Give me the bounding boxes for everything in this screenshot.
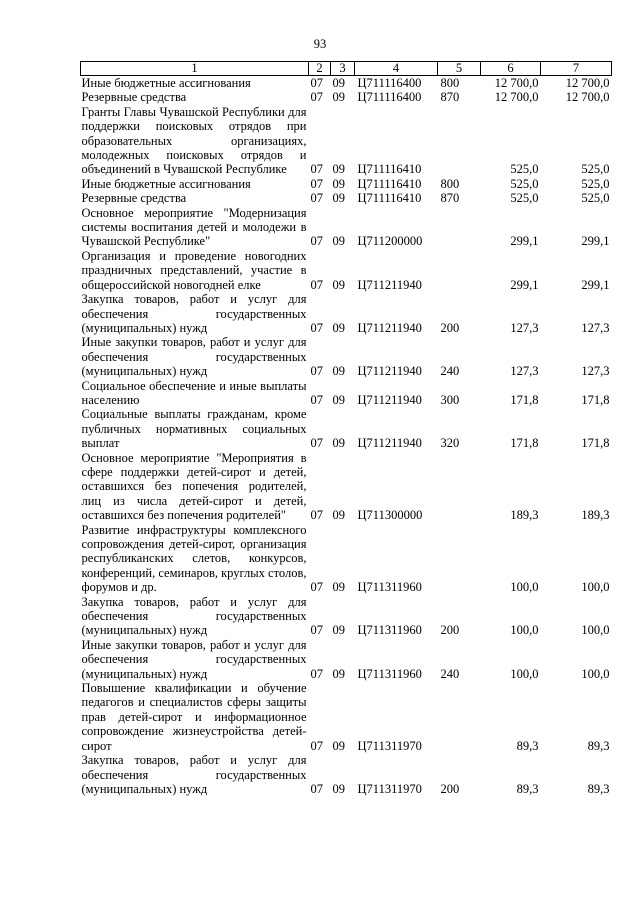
- row-amount-col7-cell: 12 700,0: [565, 90, 610, 105]
- header-col-1: 1: [81, 62, 309, 76]
- row-target-article-cell: Ц711311960: [357, 623, 422, 638]
- row-subsection-cell: 09: [332, 277, 345, 292]
- row-section-cell: 07: [310, 781, 323, 796]
- table-header: [81, 62, 612, 76]
- row-amount-col7-cell: 189,3: [581, 508, 610, 523]
- row-subsection-cell: 09: [332, 508, 345, 523]
- row-expense-type-cell: 800: [440, 176, 460, 191]
- row-amount-col7-cell: 127,3: [581, 364, 610, 379]
- page-number: 93: [313, 37, 327, 51]
- table-row: [81, 638, 612, 681]
- row-amount-col7-cell: 525,0: [581, 162, 610, 177]
- row-amount-col6-cell: 525,0: [510, 176, 539, 191]
- row-target-article-cell: Ц711311970: [357, 781, 422, 796]
- row-amount-col6-cell: 100,0: [510, 666, 539, 681]
- row-amount-col6-cell: 100,0: [510, 623, 539, 638]
- row-amount-col6-cell: 299,1: [510, 234, 539, 249]
- row-section-cell: 07: [310, 76, 323, 90]
- row-expense-type-cell: 800: [440, 76, 460, 90]
- row-amount-col6-cell: 171,8: [510, 392, 539, 407]
- row-target-article-cell: Ц711311970: [357, 738, 422, 753]
- row-target-article-cell: Ц711116410: [357, 191, 422, 206]
- row-amount-col7-cell: 12 700,0: [565, 76, 610, 90]
- row-expense-type-cell: [438, 523, 481, 595]
- row-subsection-cell: 09: [332, 436, 345, 451]
- row-expense-type-cell: 240: [440, 364, 460, 379]
- row-amount-col6-cell: 127,3: [510, 320, 539, 335]
- table-row: [81, 379, 612, 408]
- row-target-article-cell: Ц711211940: [357, 364, 422, 379]
- row-target-article-cell: Ц711116400: [357, 76, 422, 90]
- row-amount-col6-cell: 189,3: [510, 508, 539, 523]
- row-amount-col7-cell: 171,8: [581, 436, 610, 451]
- row-name-cell: Основное мероприятие "Модернизация системы воспитания детей и молодежи в Чувашской Республике": [81, 205, 307, 249]
- table-row: [81, 292, 612, 335]
- row-expense-type-cell: 320: [440, 436, 460, 451]
- row-amount-col7-cell: 127,3: [581, 320, 610, 335]
- row-amount-col7-cell: 171,8: [581, 392, 610, 407]
- table-row: [81, 407, 612, 450]
- header-col-5: 5: [438, 62, 481, 76]
- row-target-article-cell: Ц711211940: [357, 320, 422, 335]
- row-expense-type-cell: [438, 206, 481, 249]
- table-row: [81, 191, 612, 205]
- row-subsection-cell: 09: [332, 76, 345, 90]
- row-section-cell: 07: [310, 508, 323, 523]
- row-name-cell: Иные бюджетные ассигнования: [81, 76, 251, 90]
- table-row: [81, 206, 612, 249]
- table-row: [81, 177, 612, 191]
- row-expense-type-cell: 870: [440, 90, 460, 105]
- row-expense-type-cell: [438, 249, 481, 292]
- row-target-article-cell: Ц711311960: [357, 580, 422, 595]
- row-name-cell: Закупка товаров, работ и услуг для обеспечения государственных (муниципальных) нужд: [81, 753, 307, 796]
- row-amount-col6-cell: 525,0: [510, 162, 539, 177]
- row-amount-col7-cell: 89,3: [587, 738, 610, 753]
- row-section-cell: 07: [310, 738, 323, 753]
- row-amount-col7-cell: 100,0: [581, 623, 610, 638]
- row-expense-type-cell: 300: [440, 392, 460, 407]
- row-section-cell: 07: [310, 364, 323, 379]
- row-amount-col7-cell: 100,0: [581, 666, 610, 681]
- row-expense-type-cell: [438, 105, 481, 177]
- row-amount-col6-cell: 12 700,0: [494, 90, 539, 105]
- table-row: [81, 76, 612, 91]
- budget-table: [80, 61, 612, 796]
- row-expense-type-cell: 200: [440, 781, 460, 796]
- row-name-cell: Закупка товаров, работ и услуг для обеспечения государственных (муниципальных) нужд: [81, 292, 307, 335]
- row-section-cell: 07: [310, 580, 323, 595]
- row-amount-col6-cell: 89,3: [516, 781, 539, 796]
- row-amount-col6-cell: 89,3: [516, 738, 539, 753]
- row-amount-col7-cell: 299,1: [581, 277, 610, 292]
- row-name-cell: Иные закупки товаров, работ и услуг для обеспечения государственных (муниципальных) нужд: [81, 637, 307, 681]
- row-target-article-cell: Ц711311960: [357, 666, 422, 681]
- row-subsection-cell: 09: [332, 580, 345, 595]
- header-col-7: 7: [541, 62, 612, 76]
- row-name-cell: Закупка товаров, работ и услуг для обеспечения государственных (муниципальных) нужд: [81, 594, 307, 638]
- row-target-article-cell: Ц711116410: [357, 162, 422, 177]
- row-amount-col6-cell: 525,0: [510, 191, 539, 206]
- row-section-cell: 07: [310, 320, 323, 335]
- row-expense-type-cell: 200: [440, 320, 460, 335]
- row-name-cell: Организация и проведение новогодних праздничных представлений, участие в общероссийской новогодней елке: [81, 248, 307, 292]
- row-target-article-cell: Ц711211940: [357, 436, 422, 451]
- row-expense-type-cell: 200: [440, 623, 460, 638]
- table-body: [81, 76, 612, 797]
- header-col-3: 3: [331, 62, 355, 76]
- row-amount-col6-cell: 171,8: [510, 436, 539, 451]
- row-name-cell: Иные бюджетные ассигнования: [81, 176, 251, 191]
- row-name-cell: Иные закупки товаров, работ и услуг для обеспечения государственных (муниципальных) нужд: [81, 335, 307, 379]
- row-section-cell: 07: [310, 191, 323, 206]
- row-amount-col7-cell: 299,1: [581, 234, 610, 249]
- row-section-cell: 07: [310, 392, 323, 407]
- row-expense-type-cell: [438, 681, 481, 753]
- row-subsection-cell: 09: [332, 392, 345, 407]
- table-row: [81, 595, 612, 638]
- row-target-article-cell: Ц711116400: [357, 90, 422, 105]
- row-name-cell: Повышение квалификации и обучение педагогов и специалистов сферы защиты прав детей-сирот и информационное сопровождение жизнеустройства детей-сирот: [81, 681, 307, 753]
- row-section-cell: 07: [310, 162, 323, 177]
- row-target-article-cell: Ц711211940: [357, 277, 422, 292]
- row-name-cell: Резервные средства: [81, 191, 187, 206]
- table-row: [81, 105, 612, 177]
- row-name-cell: Гранты Главы Чувашской Республики для поддержки поисковых отрядов при образовательных организациях, молодежных поисковых отрядов и объединений в Чувашской Республике: [81, 104, 307, 177]
- row-amount-col7-cell: 89,3: [587, 781, 610, 796]
- row-amount-col6-cell: 127,3: [510, 364, 539, 379]
- row-subsection-cell: 09: [332, 623, 345, 638]
- header-col-4: 4: [355, 62, 438, 76]
- row-amount-col7-cell: 100,0: [581, 580, 610, 595]
- row-target-article-cell: Ц711116410: [357, 176, 422, 191]
- row-section-cell: 07: [310, 90, 323, 105]
- table-row: [81, 249, 612, 292]
- row-amount-col7-cell: 525,0: [581, 176, 610, 191]
- row-section-cell: 07: [310, 436, 323, 451]
- row-target-article-cell: Ц711200000: [357, 234, 423, 249]
- header-col-6: 6: [481, 62, 541, 76]
- row-expense-type-cell: [438, 451, 481, 523]
- row-section-cell: 07: [310, 623, 323, 638]
- row-name-cell: Развитие инфраструктуры комплексного сопровождения детей-сирот, организация республиканских слетов, конкурсов, конференций, семинаров, круглых столов, форумов и др.: [81, 522, 307, 595]
- row-subsection-cell: 09: [332, 90, 345, 105]
- table-row: [81, 335, 612, 378]
- row-expense-type-cell: 240: [440, 666, 460, 681]
- row-section-cell: 07: [310, 176, 323, 191]
- row-subsection-cell: 09: [332, 191, 345, 206]
- row-name-cell: Основное мероприятие "Мероприятия в сфере поддержки детей-сирот и детей, оставшихся без попечения родителей, лиц из числа детей-сирот и детей, оставшихся без попечения родителей": [81, 450, 307, 523]
- row-amount-col6-cell: 100,0: [510, 580, 539, 595]
- row-subsection-cell: 09: [332, 176, 345, 191]
- row-subsection-cell: 09: [332, 234, 345, 249]
- row-subsection-cell: 09: [332, 781, 345, 796]
- row-subsection-cell: 09: [332, 162, 345, 177]
- row-name-cell: Резервные средства: [81, 90, 187, 105]
- row-subsection-cell: 09: [332, 364, 345, 379]
- row-subsection-cell: 09: [332, 738, 345, 753]
- row-target-article-cell: Ц711300000: [357, 508, 423, 523]
- table-row: [81, 753, 612, 796]
- row-amount-col6-cell: 12 700,0: [494, 76, 539, 90]
- row-subsection-cell: 09: [332, 320, 345, 335]
- row-target-article-cell: Ц711211940: [357, 392, 422, 407]
- table-row: [81, 681, 612, 753]
- table-row: [81, 451, 612, 523]
- row-name-cell: Социальные выплаты гражданам, кроме публичных нормативных социальных выплат: [81, 407, 307, 451]
- row-subsection-cell: 09: [332, 666, 345, 681]
- row-section-cell: 07: [310, 277, 323, 292]
- row-amount-col6-cell: 299,1: [510, 277, 539, 292]
- row-name-cell: Социальное обеспечение и иные выплаты населению: [81, 378, 307, 407]
- row-section-cell: 07: [310, 234, 323, 249]
- table-row: [81, 90, 612, 104]
- row-section-cell: 07: [310, 666, 323, 681]
- table-row: [81, 523, 612, 595]
- row-expense-type-cell: 870: [440, 191, 460, 206]
- header-col-2: 2: [309, 62, 331, 76]
- row-amount-col7-cell: 525,0: [581, 191, 610, 206]
